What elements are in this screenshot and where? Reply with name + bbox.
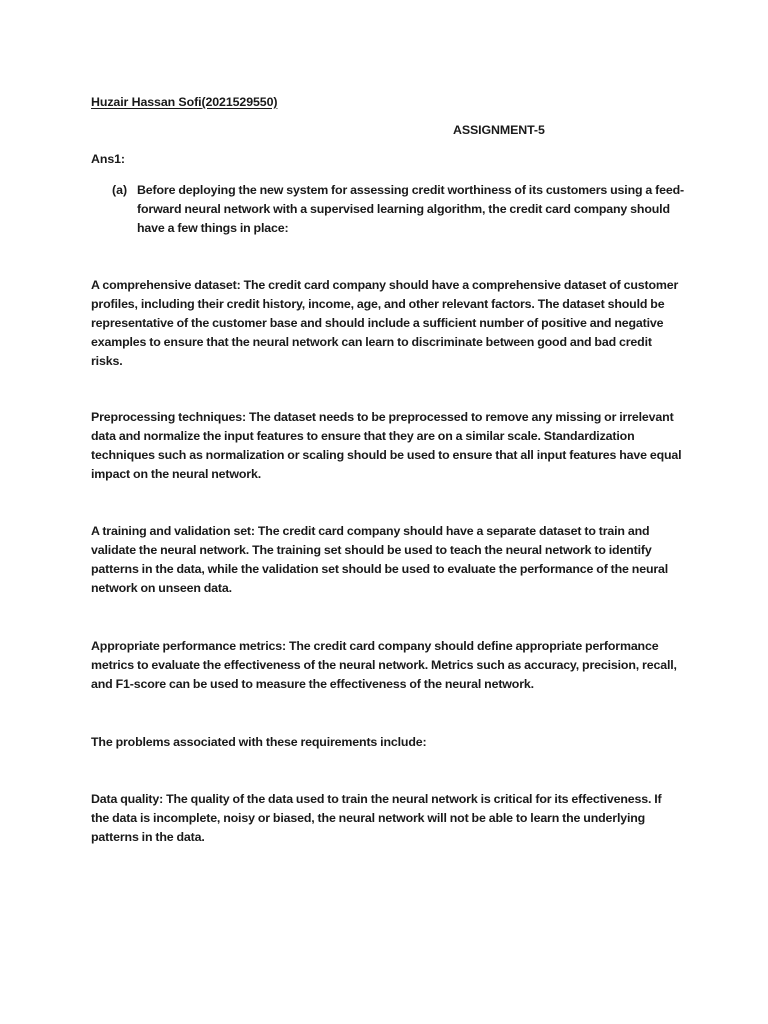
paragraph-line: the data is incomplete, noisy or biased, the neural network will not be able to learn the underlying [91,811,646,825]
assignment-title: ASSIGNMENT-5 [453,123,545,137]
paragraph-preprocessing [91,408,682,484]
paragraph-line: profiles, including their credit history, income, age, and other relevant factors. The dataset should be [91,297,665,311]
paragraph-training-validation [91,522,676,598]
author-name: Huzair Hassan Sofi [91,95,202,109]
paragraph-line: patterns in the data. [91,830,205,844]
paragraph-line: validate the neural network. The training set should be used to teach the neural network to identify [91,543,652,557]
paragraph-data-quality [91,790,676,847]
paragraph-line: techniques such as normalization or scaling should be used to ensure that all input features have equal [91,448,682,462]
paragraph-line: patterns in the data, while the validation set should be used to evaluate the performance of the neural [91,562,669,576]
paragraph-line: Data quality: The quality of the data used to train the neural network is critical for its effectiveness. If [91,792,662,806]
list-item-a [137,181,682,238]
paragraph-line: metrics to evaluate the effectiveness of the neural network. Metrics such as accuracy, precision, recall, [91,658,677,672]
list-item-a-line: have a few things in place: [137,221,289,235]
paragraph-line: examples to ensure that the neural network can learn to discriminate between good and bad credit [91,335,652,349]
paragraph-line: A training and validation set: The credit card company should have a separate dataset to train and [91,524,650,538]
answer-label: Ans1: [91,152,125,166]
paragraph-line: Appropriate performance metrics: The credit card company should define appropriate performance [91,639,659,653]
paragraph-performance-metrics [91,637,676,694]
paragraph-line: data and normalize the input features to ensure that they are on a similar scale. Standardization [91,429,635,443]
list-marker-a: (a) [112,183,128,197]
paragraph-line: and F1-score can be used to measure the effectiveness of the neural network. [91,677,534,691]
paragraph-line: representative of the customer base and should include a sufficient number of positive and negative [91,316,664,330]
paragraph-line: network on unseen data. [91,581,232,595]
author-line [91,93,277,112]
paragraph-line: impact on the neural network. [91,467,262,481]
paragraph-line: risks. [91,354,123,368]
paragraph-line: A comprehensive dataset: The credit card company should have a comprehensive dataset of customer [91,278,679,292]
list-item-a-line: forward neural network with a supervised learning algorithm, the credit card company should [137,202,670,216]
paragraph-problems-intro [91,733,676,752]
paragraph-comprehensive-dataset [91,276,679,371]
list-item-a-line: Before deploying the new system for assessing credit worthiness of its customers using a feed- [137,183,684,197]
paragraph-line: Preprocessing techniques: The dataset needs to be preprocessed to remove any missing or irrelevant [91,410,674,424]
author-id: (2021529550) [201,95,278,109]
paragraph-line: The problems associated with these requirements include: [91,735,427,749]
